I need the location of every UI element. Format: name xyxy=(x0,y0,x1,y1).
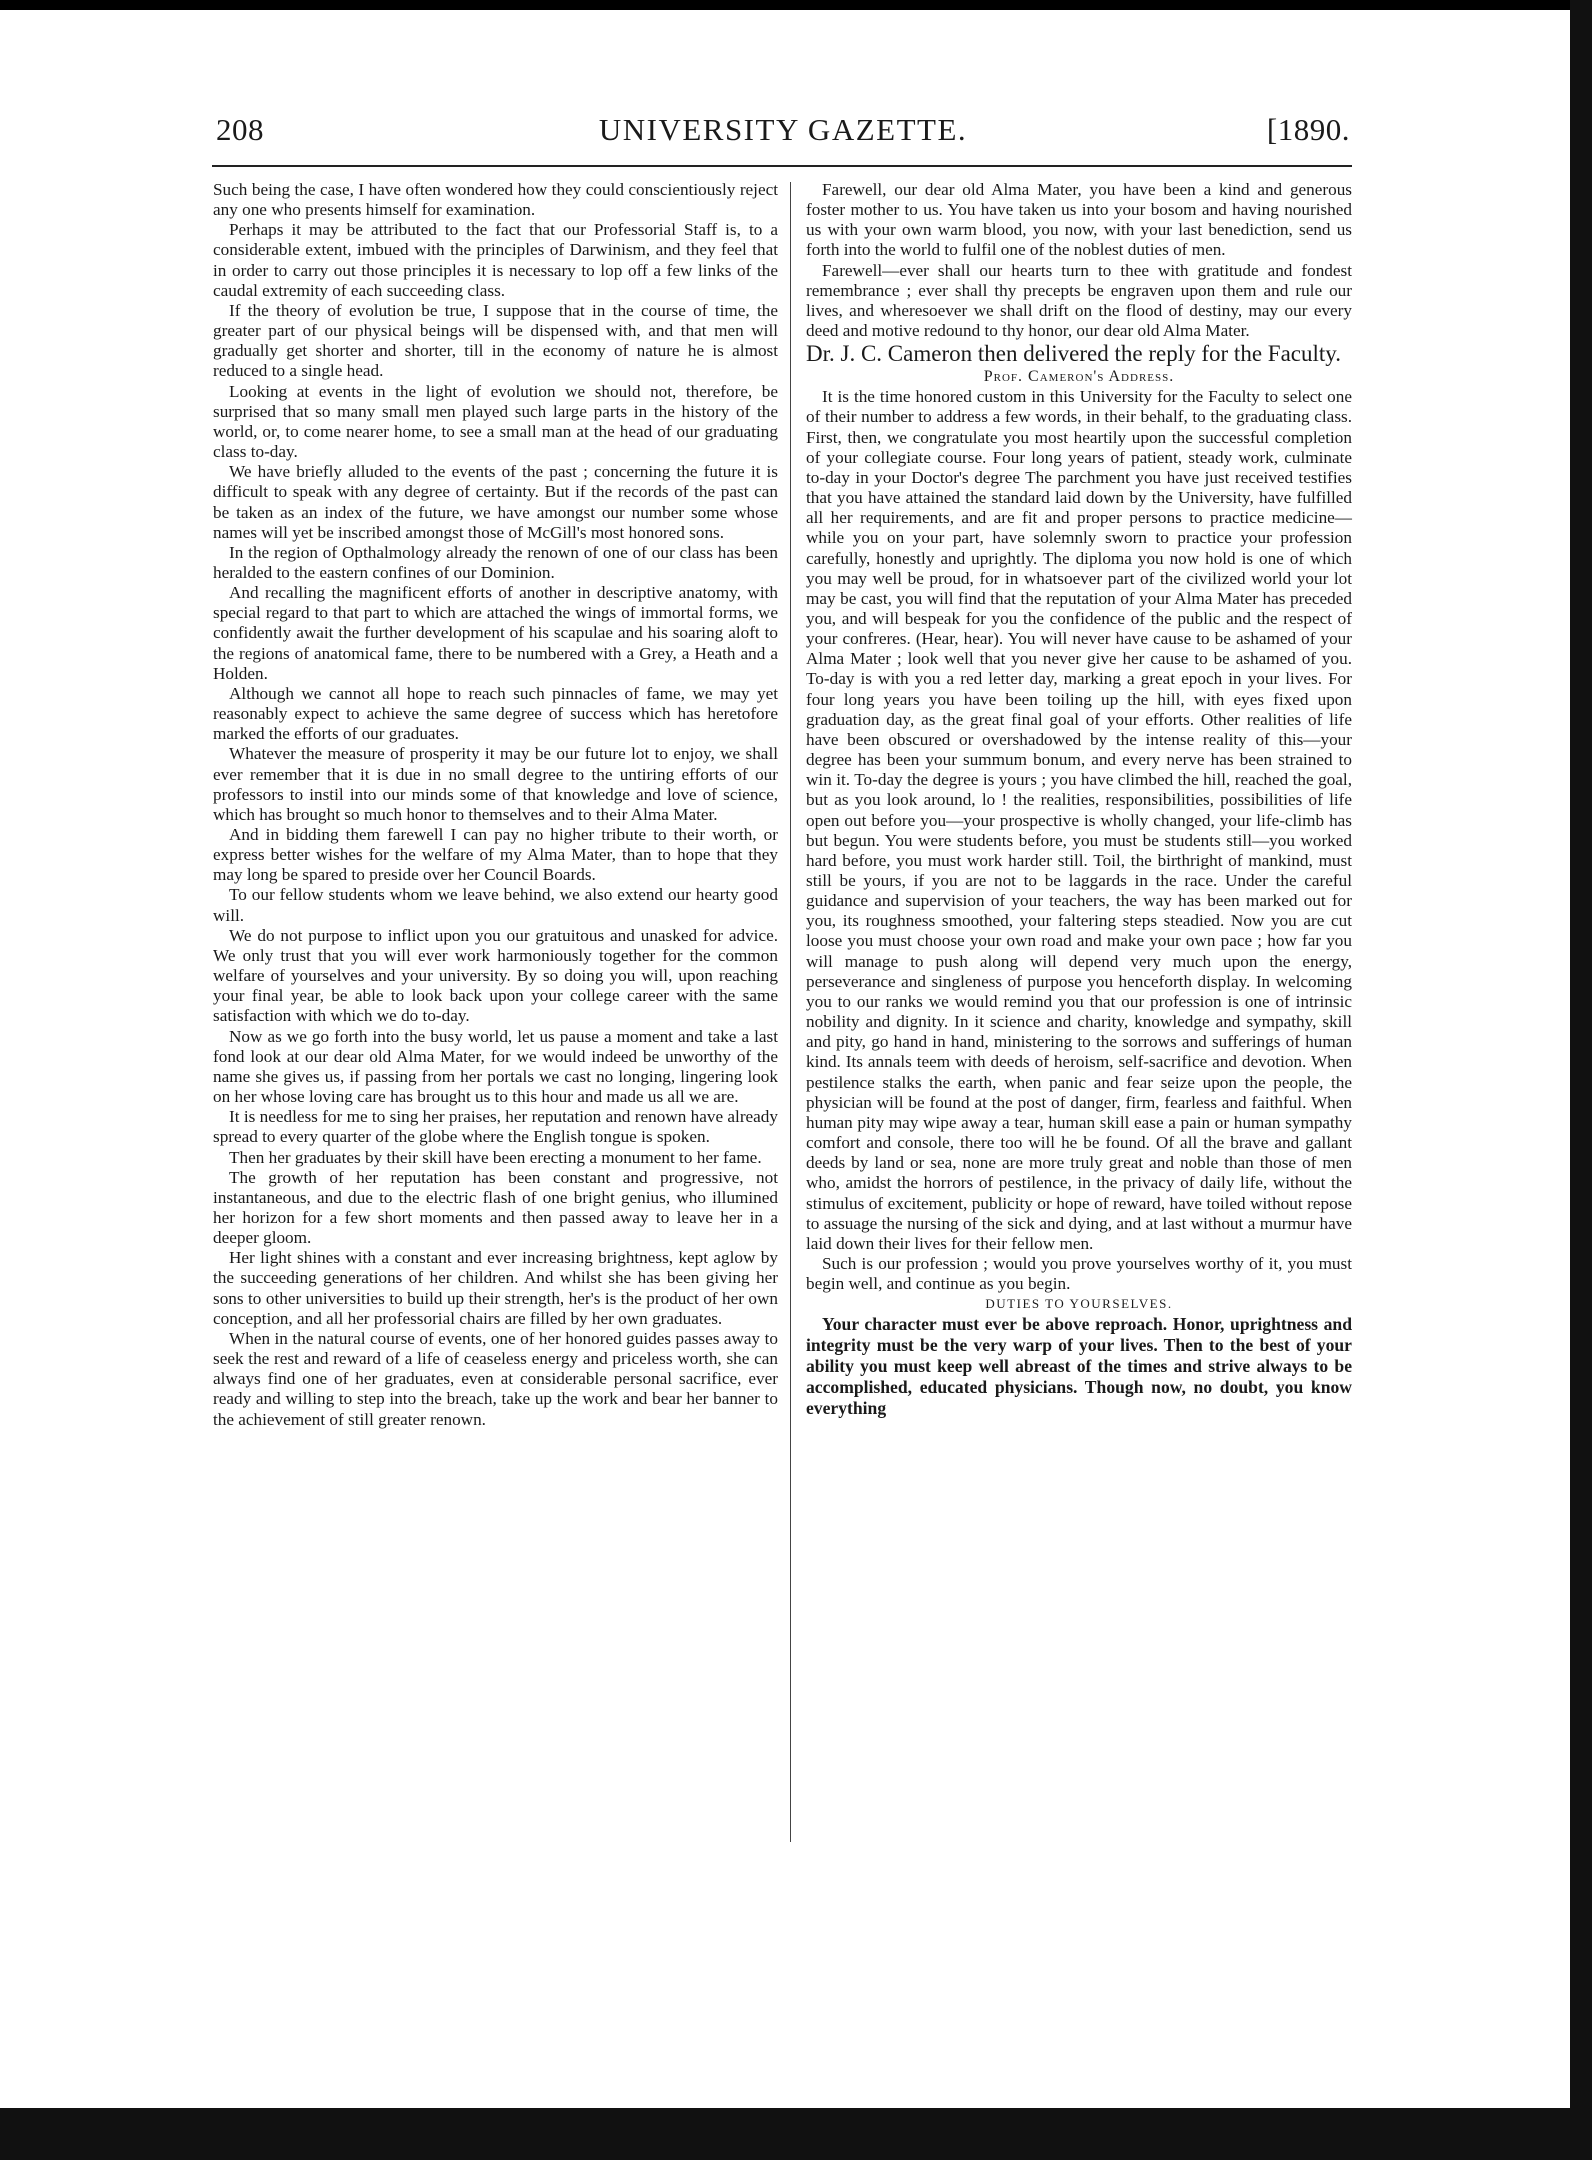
paragraph: To our fellow students whom we leave behind, we also extend our hearty good will. xyxy=(213,885,778,925)
page-header xyxy=(216,112,1350,160)
scan-edge-right xyxy=(1570,0,1592,2160)
paragraph: The growth of her reputation has been constant and progressive, not instantaneous, and due to the electric flash of one bright genius, who illumined her horizon for a few short moments and then passed away to leave her in a deeper gloom. xyxy=(213,1167,778,1248)
paragraph: Your character must ever be above reproach. Honor, uprightness and integrity must be the very warp of your lives. Then to the best of your ability you must keep well abreast of the times and strive always to be accomplished, educated physicians. Though now, no doubt, you know everything xyxy=(806,1314,1352,1419)
paragraph: And recalling the magnificent efforts of another in descriptive anatomy, with special regard to that part to which are attached the wings of immortal forms, we confidently await the further development of his scapulae and his soaring aloft to the regions of anatomical fame, there to be numbered with a Grey, a Heath and a Holden. xyxy=(213,583,778,683)
paragraph: Farewell, our dear old Alma Mater, you have been a kind and generous foster mother to us. You have taken us into your bosom and having nourished us with your own warm blood, you now, with your last benediction, send us forth into the world to fulfil one of the noblest duties of men. xyxy=(806,180,1352,260)
paragraph: Her light shines with a constant and ever increasing brightness, kept aglow by the succeeding generations of her children. And whilst she has been giving her sons to other universities to build up their strength, her's is the product of her own conception, and all her professorial chairs are filled by her own graduates. xyxy=(213,1248,778,1328)
paragraph: When in the natural course of events, one of her honored guides passes away to seek the rest and reward of a life of ceaseless energy and priceless worth, she can always find one of her graduates, even at considerable personal sacrifice, ever ready and willing to step into the breach, take up the work and bear her banner to the achievement of still greater renown. xyxy=(213,1328,778,1429)
address-heading: Prof. Cameron's Address. xyxy=(983,368,1175,386)
left-column xyxy=(213,180,778,1430)
header-rule xyxy=(212,165,1352,167)
paragraph: It is the time honored custom in this University for the Faculty to select one of their number to address a few words, in their behalf, to the graduating class. First, then, we congratulate you most heartily upon the successful completion of your collegiate course. Four long years of patient, steady work, culminate to-day in your Doctor's degree The parchment you have just received testifies that you have attained the standard laid down by the University, have fulfilled all her requirements, and are fit and proper persons to practice medicine—while you on your part, have solemnly sworn to practice your profession carefully, honestly and uprightly. The diploma you now hold is one of which you may well be proud, for in whatsoever part of the civilized world your lot may be cast, you will find that the reputation of your Alma Mater has preceded you, and will bespeak for you the confidence of the public and the respect of your confreres. (Hear, hear). You will never have cause to be ashamed of your Alma Mater ; look well that you never give her cause to be ashamed of you. To-day is with you a red letter day, marking a great epoch in your lives. For four long years you have been toiling up the hill, with eyes fixed upon graduation day, as the great final goal of your efforts. Other realities of life have been obscured or overshadowed by the intense reality of this—your degree has been your summum bonum, and every nerve has been strained to win it. To-day the degree is yours ; you have climbed the hill, reached the goal, but as you look around, lo ! the realities, responsibilities, possibilities of life open out before you—your prospective is wholly changed, your life-climb has but begun. You were students before, you must be students still—you worked hard before, you must work harder still. Toil, the birthright of mankind, must still be yours, if you are not to be laggards in the race. Under the careful guidance and supervision of your teachers, the way has been marked out for you, its roughness smoothed, your faltering steps steadied. Now you are cut loose you must choose your own road and make your own pace ; how far you will manage to push along will depend very much upon the energy, perseverance and singleness of purpose you henceforth display. In welcoming you to our ranks we would remind you that our profession is one of intrinsic nobility and dignity. In it science and charity, knowledge and sympathy, skill and pity, go hand in hand, ministering to the sorrows and sufferings of human kind. Its annals teem with deeds of heroism, self-sacrifice and devotion. When pestilence stalks the earth, when panic and fear seize upon the people, the physician will be found at the post of danger, firm, fearless and faithful. When human pity may wipe away a tear, human skill ease a pain or human sympathy comfort and console, there too will he be found. Of all the brave and gallant deeds by land or sea, none are more truly great and noble than those of men who, amidst the horrors of pestilence, in the privacy of daily life, without the stimulus of excitement, publicity or hope of reward, have toiled without repose to assuage the nursing of the sick and dying, and at last without a murmur have laid down their lives for their fellow men. xyxy=(806,387,1352,1253)
paragraph: Such being the case, I have often wondered how they could conscientiously reject any one who presents himself for examination. xyxy=(213,180,778,220)
paragraph: And in bidding them farewell I can pay no higher tribute to their worth, or express better wishes for the welfare of my Alma Mater, than to hope that they may long be spared to preside over her Council Boards. xyxy=(213,825,778,885)
duties-heading: DUTIES TO YOURSELVES. xyxy=(985,1296,1173,1312)
paragraph: We do not purpose to inflict upon you our gratuitous and unasked for advice. We only trust that you will ever work harmoniously together for the common welfare of yourselves and your university. By so doing you will, upon reaching your final year, be able to look back upon your college career with the same satisfaction with which we do to-day. xyxy=(213,925,778,1026)
section-heading: Dr. J. C. Cameron then delivered the reply for the Faculty. xyxy=(806,341,1342,367)
paragraph: We have briefly alluded to the events of the past ; concerning the future it is difficult to speak with any degree of certainty. But if the records of the past can be taken as an index of the future, we have amongst our number some whose names will yet be inscribed amongst those of McGill's most honored sons. xyxy=(213,462,778,542)
paragraph: Then her graduates by their skill have been erecting a monument to her fame. xyxy=(229,1147,762,1167)
paragraph: Perhaps it may be attributed to the fact that our Professorial Staff is, to a considerable extent, imbued with the principles of Darwinism, and they feel that in order to carry out those principles it is necessary to lop off a few links of the caudal extremity of each succeeding class. xyxy=(213,220,778,300)
paragraph: Whatever the measure of prosperity it may be our future lot to enjoy, we shall ever remember that it is due in no small degree to the untiring efforts of our professors to instil into our minds some of that knowledge and love of science, which has brought so much honor to themselves and to their Alma Mater. xyxy=(213,744,778,824)
scan-edge-bottom xyxy=(0,2108,1592,2160)
paragraph: If the theory of evolution be true, I suppose that in the course of time, the greater part of our physical beings will be dispensed with, and that men will gradually get shorter and shorter, till in the economy of nature he is almost reduced to a single head. xyxy=(213,300,778,381)
scan-edge-top xyxy=(0,0,1570,10)
paragraph: Although we cannot all hope to reach such pinnacles of fame, we may yet reasonably expect to achieve the same degree of success which has heretofore marked the efforts of our graduates. xyxy=(213,683,778,744)
paragraph: Now as we go forth into the busy world, let us pause a moment and take a last fond look at our dear old Alma Mater, for we would indeed be unworthy of the name she gives us, if passing from her portals we cast no longing, lingering look on her whose loving care has brought us to this hour and made us all we are. xyxy=(213,1026,778,1107)
paragraph: In the region of Opthalmology already the renown of one of our class has been heralded to the eastern confines of our Dominion. xyxy=(213,542,778,582)
right-column xyxy=(806,180,1352,1419)
paragraph: Looking at events in the light of evolution we should not, therefore, be surprised that so many small men played such large parts in the history of the world, or, to come nearer home, to see a small man at the head of our graduating class to-day. xyxy=(213,381,778,462)
paragraph: Such is our profession ; would you prove yourselves worthy of it, you must begin well, and continue as you begin. xyxy=(806,1253,1352,1294)
paragraph: It is needless for me to sing her praises, her reputation and renown have already spread to every quarter of the globe where the English tongue is spoken. xyxy=(213,1107,778,1147)
page-number: 208 xyxy=(216,112,264,147)
journal-title: UNIVERSITY GAZETTE. xyxy=(598,112,968,147)
issue-year: [1890. xyxy=(1266,112,1350,147)
paragraph: Farewell—ever shall our hearts turn to thee with gratitude and fondest remembrance ; ever shall thy precepts be engraven upon them and rule our lives, and wheresoever we shall drift on the flood of destiny, may our every deed and motive redound to thy honor, our dear old Alma Mater. xyxy=(806,260,1352,341)
column-divider xyxy=(790,182,791,1842)
